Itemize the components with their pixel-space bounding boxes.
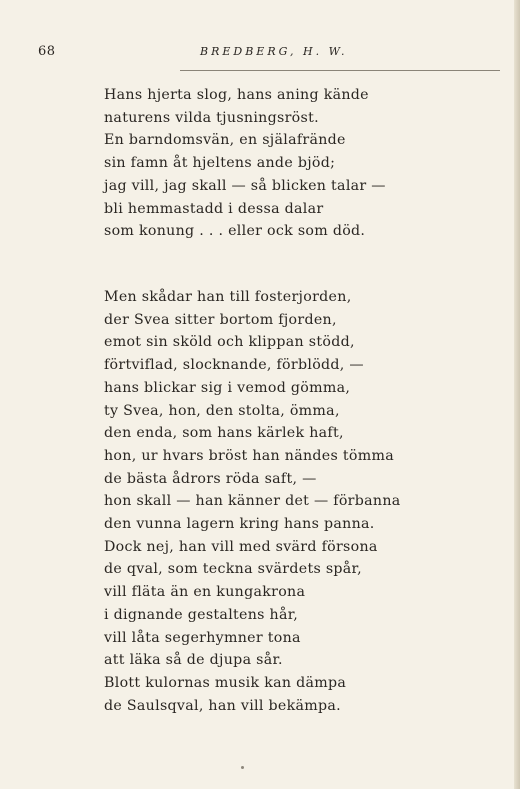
- verse-line: bli hemmastadd i dessa dalar: [104, 200, 324, 217]
- verse-line: ty Svea, hon, den stolta, ömma,: [104, 402, 340, 419]
- verse-line: Hans hjerta slog, hans aning kände: [104, 87, 369, 103]
- stanza-2: [104, 286, 504, 717]
- verse-line: de Saulsqval, han vill bekämpa.: [104, 697, 341, 714]
- verse-line: Blott kulornas musik kan dämpa: [104, 674, 347, 691]
- stanza-1: [104, 84, 504, 243]
- verse-line: hans blickar sig i vemod gömma,: [104, 379, 351, 396]
- verse-line: den enda, som hans kärlek haft,: [104, 425, 344, 442]
- verse-line: vill låta segerhymner tona: [104, 629, 301, 646]
- verse-line: att läka så de djupa sår.: [104, 652, 283, 669]
- verse-line: hon, ur hvars bröst han nändes tömma: [104, 447, 394, 464]
- verse-line: Dock nej, han vill med svärd försona: [104, 538, 378, 555]
- verse-line: i dignande gestaltens hår,: [104, 606, 299, 623]
- verse-line: emot sin sköld och klippan stödd,: [104, 334, 355, 351]
- verse-line: de bästa ådrors röda saft, —: [104, 470, 317, 487]
- running-head: BREDBERG, H. W.: [200, 45, 348, 58]
- page-edge-shadow: [514, 0, 520, 789]
- ink-speck: [241, 766, 244, 769]
- verse-line: den vunna lagern kring hans panna.: [104, 516, 375, 533]
- verse-line: de qval, som teckna svärdets spår,: [104, 561, 362, 578]
- page-header: [38, 44, 498, 66]
- verse-line: En barndomsvän, en själafrände: [104, 132, 346, 149]
- page-number: 68: [38, 44, 56, 59]
- verse-line: naturens vilda tjusningsröst.: [104, 109, 319, 126]
- verse-line: som konung . . . eller ock som död.: [104, 223, 366, 240]
- verse-line: der Svea sitter bortom fjorden,: [104, 311, 337, 328]
- verse-line: jag vill, jag skall — så blicken talar —: [104, 177, 386, 194]
- verse-line: förtviflad, slocknande, förblödd, —: [104, 357, 364, 374]
- verse-line: hon skall — han känner det — förbanna: [104, 493, 401, 510]
- verse-line: vill fläta än en kungakrona: [104, 584, 306, 601]
- verse-line: sin famn åt hjeltens ande bjöd;: [104, 155, 336, 172]
- header-rule: [180, 70, 500, 71]
- verse-line: Men skådar han till fosterjorden,: [104, 289, 352, 305]
